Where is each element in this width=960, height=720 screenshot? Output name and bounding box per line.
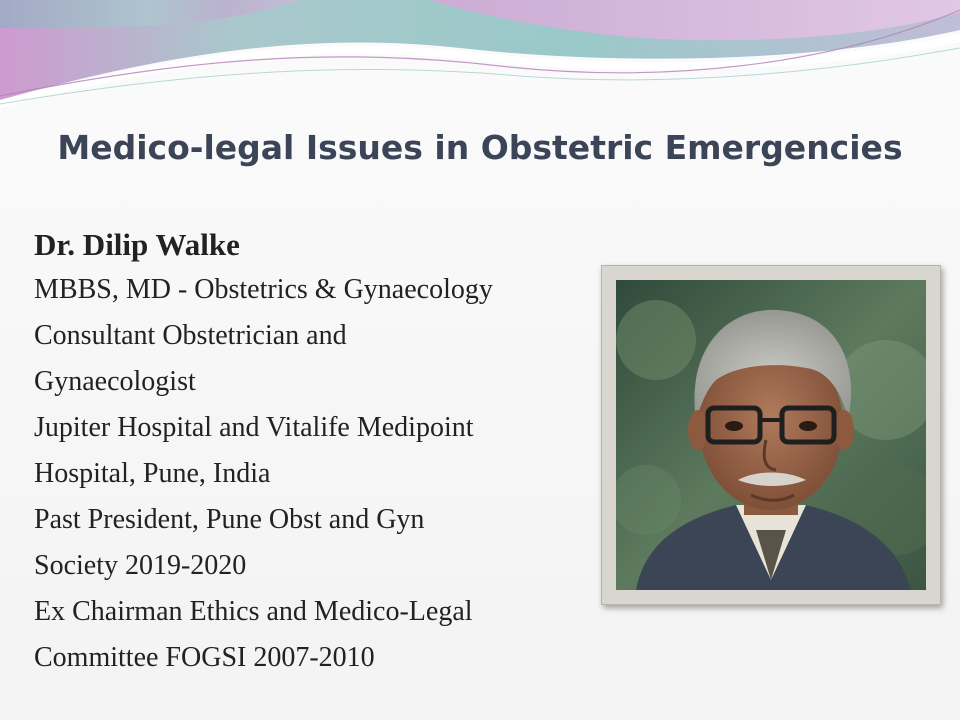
credential-line: Ex Chairman Ethics and Medico-Legal	[34, 596, 473, 627]
credential-line: MBBS, MD - Obstetrics & Gynaecology	[34, 274, 493, 305]
credential-line: Hospital, Pune, India	[34, 458, 271, 489]
credential-line: Consultant Obstetrician and	[34, 320, 347, 351]
credential-line: Past President, Pune Obst and Gyn	[34, 504, 425, 535]
slide-title: Medico-legal Issues in Obstetric Emergencies	[57, 128, 903, 167]
credential-line: Gynaecologist	[34, 366, 196, 397]
credential-line: Committee FOGSI 2007-2010	[34, 642, 375, 673]
speaker-credentials	[34, 267, 594, 681]
credential-line: Society 2019-2020	[34, 550, 247, 581]
credential-line: Jupiter Hospital and Vitalife Medipoint	[34, 412, 474, 443]
speaker-bio	[34, 223, 594, 681]
decorative-wave-header	[0, 0, 960, 120]
speaker-photo-frame	[601, 265, 941, 605]
speaker-name: Dr. Dilip Walke	[34, 227, 240, 262]
speaker-portrait	[616, 280, 926, 590]
